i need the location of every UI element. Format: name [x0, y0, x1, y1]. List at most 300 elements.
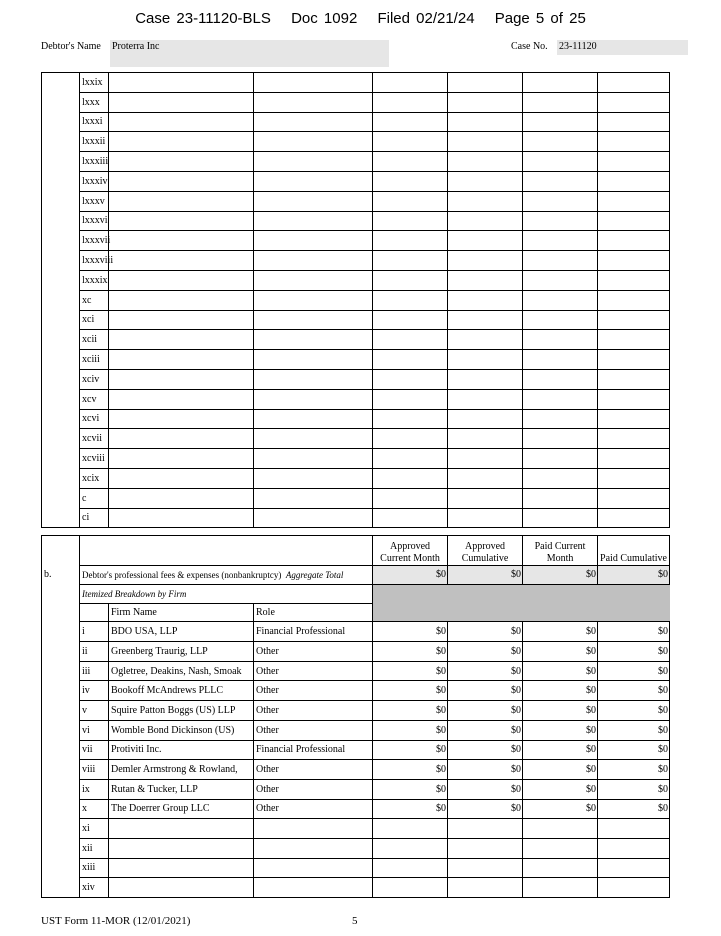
section-cell	[42, 760, 80, 780]
table-row	[42, 191, 670, 211]
firm-row	[42, 681, 670, 701]
firm-row	[42, 760, 670, 780]
paid-current: $0	[523, 740, 598, 760]
section-cell	[42, 112, 80, 132]
empty-cell	[254, 251, 373, 271]
paid-current: $0	[523, 622, 598, 642]
approved-cumulative	[448, 878, 523, 898]
empty-cell	[109, 468, 254, 488]
section-letter: b.	[42, 566, 80, 585]
firm-row	[42, 701, 670, 721]
firm-name: Protiviti Inc.	[109, 740, 254, 760]
empty-cell	[254, 330, 373, 350]
paid-cumulative: $0	[598, 701, 670, 721]
empty-cell	[373, 429, 448, 449]
empty-cell	[448, 290, 523, 310]
table-row	[42, 488, 670, 508]
paid-current	[523, 858, 598, 878]
empty-cell	[523, 251, 598, 271]
empty-cell	[448, 171, 523, 191]
row-number: lxxix	[80, 73, 109, 93]
filed-date: Filed 02/21/24	[377, 10, 475, 27]
case-no-label: Case No.	[511, 41, 548, 52]
empty-cell	[598, 211, 670, 231]
empty-cell	[373, 350, 448, 370]
empty-cell	[448, 449, 523, 469]
table-row	[42, 132, 670, 152]
section-cell	[42, 73, 80, 93]
paid-cumulative: $0	[598, 681, 670, 701]
table-row	[42, 290, 670, 310]
row-number: xcviii	[80, 449, 109, 469]
section-cell	[42, 584, 80, 603]
table-row	[42, 369, 670, 389]
paid-cumulative: $0	[598, 720, 670, 740]
section-cell	[42, 720, 80, 740]
table-row	[42, 468, 670, 488]
firm-name: Ogletree, Deakins, Nash, Smoak	[109, 661, 254, 681]
row-number: xcvi	[80, 409, 109, 429]
firm-role: Financial Professional	[254, 740, 373, 760]
paid-current: $0	[523, 760, 598, 780]
empty-cell	[254, 211, 373, 231]
approved-current: $0	[373, 760, 448, 780]
table-row	[42, 310, 670, 330]
firm-role: Other	[254, 661, 373, 681]
row-number: xcv	[80, 389, 109, 409]
empty-cell	[523, 389, 598, 409]
table-row	[42, 171, 670, 191]
paid-cumulative: $0	[598, 760, 670, 780]
section-cell	[42, 799, 80, 819]
debtor-name-label: Debtor's Name	[41, 41, 101, 52]
approved-cumulative	[448, 838, 523, 858]
empty-cell	[254, 112, 373, 132]
table-row	[42, 429, 670, 449]
header-approved-cumulative: Approved Cumulative	[448, 536, 523, 566]
empty-cell	[109, 369, 254, 389]
section-cell	[42, 429, 80, 449]
paid-cumulative: $0	[598, 799, 670, 819]
row-number: xcii	[80, 330, 109, 350]
table-row	[42, 270, 670, 290]
paid-current: $0	[523, 681, 598, 701]
empty-cell	[254, 449, 373, 469]
section-cell	[42, 536, 80, 566]
row-number: lxxx	[80, 92, 109, 112]
approved-current	[373, 838, 448, 858]
empty-cell	[373, 369, 448, 389]
empty-cell	[598, 429, 670, 449]
empty-cell	[523, 350, 598, 370]
paid-cumulative	[598, 858, 670, 878]
firm-row	[42, 799, 670, 819]
approved-cumulative: $0	[448, 720, 523, 740]
header-blank	[80, 536, 373, 566]
table-row	[42, 73, 670, 93]
empty-cell	[254, 488, 373, 508]
firm-name: Womble Bond Dickinson (US)	[109, 720, 254, 740]
section-cell	[42, 369, 80, 389]
empty-cell	[448, 488, 523, 508]
section-cell	[42, 92, 80, 112]
paid-current: $0	[523, 779, 598, 799]
empty-cell	[598, 330, 670, 350]
page-number: 5	[352, 915, 358, 927]
paid-current: $0	[523, 642, 598, 662]
empty-cell	[109, 449, 254, 469]
table-row	[42, 449, 670, 469]
empty-cell	[523, 171, 598, 191]
empty-cell	[598, 468, 670, 488]
empty-cell	[523, 152, 598, 172]
firm-name	[109, 819, 254, 839]
table-row	[42, 211, 670, 231]
section-cell	[42, 270, 80, 290]
firm-role	[254, 819, 373, 839]
empty-cell	[109, 290, 254, 310]
empty-cell	[598, 251, 670, 271]
firm-name	[109, 878, 254, 898]
empty-cell	[448, 310, 523, 330]
firm-row-number: iv	[80, 681, 109, 701]
approved-current: $0	[373, 681, 448, 701]
empty-cell	[109, 330, 254, 350]
empty-cell	[254, 409, 373, 429]
empty-cell	[109, 508, 254, 528]
firm-row	[42, 661, 670, 681]
empty-cell	[523, 369, 598, 389]
section-cell	[42, 290, 80, 310]
firm-role: Other	[254, 779, 373, 799]
section-cell	[42, 449, 80, 469]
paid-cumulative: $0	[598, 642, 670, 662]
firm-role: Other	[254, 681, 373, 701]
approved-current: $0	[373, 799, 448, 819]
approved-cumulative: $0	[448, 740, 523, 760]
empty-cell	[448, 369, 523, 389]
nonbankruptcy-professional-fees-table	[41, 535, 670, 898]
empty-cell	[373, 330, 448, 350]
approved-current: $0	[373, 701, 448, 721]
section-cell	[42, 642, 80, 662]
header-paid-current: Paid Current Month	[523, 536, 598, 566]
section-cell	[42, 508, 80, 528]
empty-cell	[109, 389, 254, 409]
paid-current: $0	[523, 720, 598, 740]
empty-cell	[373, 73, 448, 93]
table-row	[42, 251, 670, 271]
empty-cell	[598, 449, 670, 469]
empty-cell	[254, 270, 373, 290]
empty-cell	[523, 508, 598, 528]
approved-cumulative	[448, 819, 523, 839]
empty-cell	[373, 211, 448, 231]
row-number: ci	[80, 508, 109, 528]
empty-cell	[598, 73, 670, 93]
aggregate-approved-cumulative: $0	[448, 566, 523, 585]
firm-role: Other	[254, 642, 373, 662]
empty-cell	[448, 468, 523, 488]
section-cell	[42, 468, 80, 488]
firm-row-number: vi	[80, 720, 109, 740]
empty-cell	[373, 290, 448, 310]
empty-cell	[254, 132, 373, 152]
case-number-stamp: Case 23-11120-BLS	[135, 10, 271, 27]
table-row	[42, 330, 670, 350]
firm-row	[42, 779, 670, 799]
empty-cell	[109, 92, 254, 112]
firm-row	[42, 838, 670, 858]
debtor-name-field: Proterra Inc	[110, 40, 389, 67]
empty-cell	[373, 508, 448, 528]
empty-cell	[523, 112, 598, 132]
firm-name: Demler Armstrong & Rowland,	[109, 760, 254, 780]
empty-cell	[523, 330, 598, 350]
section-cell	[42, 661, 80, 681]
empty-cell	[448, 270, 523, 290]
num-header-blank	[80, 603, 109, 622]
empty-cell	[448, 152, 523, 172]
empty-cell	[598, 191, 670, 211]
approved-cumulative	[448, 858, 523, 878]
section-cell	[42, 622, 80, 642]
table-row	[42, 92, 670, 112]
empty-cell	[598, 508, 670, 528]
firm-name: The Doerrer Group LLC	[109, 799, 254, 819]
empty-cell	[598, 92, 670, 112]
empty-cell	[448, 92, 523, 112]
firm-row-number: iii	[80, 661, 109, 681]
empty-cell	[254, 508, 373, 528]
section-cell	[42, 191, 80, 211]
empty-cell	[109, 152, 254, 172]
firm-role	[254, 858, 373, 878]
empty-cell	[373, 92, 448, 112]
section-cell	[42, 681, 80, 701]
approved-current	[373, 858, 448, 878]
header-approved-current: Approved Current Month	[373, 536, 448, 566]
empty-cell	[598, 350, 670, 370]
paid-current: $0	[523, 701, 598, 721]
empty-cell	[598, 389, 670, 409]
section-cell	[42, 251, 80, 271]
approved-cumulative: $0	[448, 701, 523, 721]
aggregate-approved-current: $0	[373, 566, 448, 585]
firm-row-number: xii	[80, 838, 109, 858]
section-cell	[42, 171, 80, 191]
firm-row	[42, 720, 670, 740]
paid-cumulative: $0	[598, 661, 670, 681]
empty-cell	[109, 171, 254, 191]
empty-cell	[373, 449, 448, 469]
empty-cell	[109, 270, 254, 290]
aggregate-total-label: Aggregate Total	[285, 569, 344, 580]
firm-name: Rutan & Tucker, LLP	[109, 779, 254, 799]
section-cell	[42, 819, 80, 839]
paid-current	[523, 878, 598, 898]
empty-cell	[448, 429, 523, 449]
empty-cell	[523, 449, 598, 469]
paid-current	[523, 838, 598, 858]
paid-cumulative: $0	[598, 622, 670, 642]
empty-cell	[598, 132, 670, 152]
firm-name: Greenberg Traurig, LLP	[109, 642, 254, 662]
court-filing-stamp	[0, 10, 721, 27]
page-indicator: Page 5 of 25	[494, 10, 586, 27]
firm-name: BDO USA, LLP	[109, 622, 254, 642]
section-cell	[42, 330, 80, 350]
firm-row-number: ii	[80, 642, 109, 662]
firm-role: Other	[254, 701, 373, 721]
table-row	[42, 409, 670, 429]
table-row	[42, 112, 670, 132]
section-cell	[42, 603, 80, 622]
empty-cell	[523, 488, 598, 508]
empty-cell	[254, 73, 373, 93]
empty-cell	[373, 231, 448, 251]
aggregate-label	[80, 566, 373, 585]
aggregate-paid-cumulative: $0	[598, 566, 670, 585]
firm-row	[42, 858, 670, 878]
table-row	[42, 508, 670, 528]
table-row	[42, 231, 670, 251]
empty-cell	[254, 92, 373, 112]
firm-row	[42, 819, 670, 839]
empty-cell	[254, 290, 373, 310]
section-cell	[42, 152, 80, 172]
empty-cell	[109, 350, 254, 370]
empty-cell	[448, 191, 523, 211]
aggregate-paid-current: $0	[523, 566, 598, 585]
empty-cell	[373, 270, 448, 290]
empty-cell	[523, 270, 598, 290]
case-no-field: 23-11120	[557, 40, 688, 55]
empty-cell	[448, 508, 523, 528]
row-number: xcix	[80, 468, 109, 488]
row-number: lxxxii	[80, 132, 109, 152]
empty-cell	[523, 468, 598, 488]
doc-number: Doc 1092	[291, 10, 358, 27]
approved-cumulative: $0	[448, 622, 523, 642]
paid-cumulative	[598, 819, 670, 839]
firm-row-number: v	[80, 701, 109, 721]
section-cell	[42, 838, 80, 858]
paid-cumulative: $0	[598, 740, 670, 760]
table-row	[42, 152, 670, 172]
empty-cell	[254, 468, 373, 488]
section-cell	[42, 878, 80, 898]
row-number: xcvii	[80, 429, 109, 449]
row-number: xc	[80, 290, 109, 310]
firm-name: Bookoff McAndrews PLLC	[109, 681, 254, 701]
empty-cell	[598, 270, 670, 290]
empty-cell	[373, 468, 448, 488]
empty-cell	[448, 389, 523, 409]
empty-cell	[448, 73, 523, 93]
shaded-block	[373, 584, 670, 622]
section-cell	[42, 350, 80, 370]
approved-current: $0	[373, 740, 448, 760]
row-number: xciv	[80, 369, 109, 389]
approved-current: $0	[373, 622, 448, 642]
empty-cell	[373, 132, 448, 152]
approved-cumulative: $0	[448, 760, 523, 780]
firm-row-number: xiv	[80, 878, 109, 898]
empty-cell	[598, 488, 670, 508]
empty-cell	[109, 429, 254, 449]
section-cell	[42, 740, 80, 760]
empty-cell	[373, 251, 448, 271]
firm-role: Other	[254, 720, 373, 740]
approved-cumulative: $0	[448, 642, 523, 662]
empty-cell	[373, 488, 448, 508]
empty-cell	[598, 231, 670, 251]
empty-cell	[523, 191, 598, 211]
paid-cumulative: $0	[598, 779, 670, 799]
empty-cell	[523, 231, 598, 251]
firm-name: Squire Patton Boggs (US) LLP	[109, 701, 254, 721]
firm-row-number: ix	[80, 779, 109, 799]
table-row	[42, 350, 670, 370]
approved-current	[373, 819, 448, 839]
approved-current	[373, 878, 448, 898]
section-cell	[42, 488, 80, 508]
firm-row-number: xiii	[80, 858, 109, 878]
empty-cell	[109, 132, 254, 152]
firm-role	[254, 838, 373, 858]
empty-cell	[254, 389, 373, 409]
empty-cell	[448, 350, 523, 370]
row-number: lxxxiv	[80, 171, 109, 191]
empty-cell	[373, 389, 448, 409]
empty-cell	[373, 191, 448, 211]
empty-cell	[448, 330, 523, 350]
row-number: lxxxv	[80, 191, 109, 211]
section-cell	[42, 310, 80, 330]
empty-cell	[523, 211, 598, 231]
approved-current: $0	[373, 720, 448, 740]
firm-row	[42, 878, 670, 898]
approved-current: $0	[373, 642, 448, 662]
paid-cumulative	[598, 838, 670, 858]
empty-cell	[448, 231, 523, 251]
empty-cell	[254, 310, 373, 330]
firm-row-number: x	[80, 799, 109, 819]
empty-cell	[109, 73, 254, 93]
approved-cumulative: $0	[448, 799, 523, 819]
empty-cell	[598, 409, 670, 429]
empty-cell	[598, 112, 670, 132]
empty-cell	[254, 429, 373, 449]
approved-cumulative: $0	[448, 661, 523, 681]
empty-cell	[109, 211, 254, 231]
firm-name-header: Firm Name	[109, 603, 254, 622]
empty-cell	[109, 488, 254, 508]
empty-cell	[373, 112, 448, 132]
firm-row-number: i	[80, 622, 109, 642]
empty-cell	[448, 132, 523, 152]
empty-cell	[598, 369, 670, 389]
empty-cell	[523, 73, 598, 93]
empty-cell	[598, 152, 670, 172]
empty-cell	[523, 409, 598, 429]
empty-cell	[109, 251, 254, 271]
section-cell	[42, 211, 80, 231]
firm-role: Financial Professional	[254, 622, 373, 642]
section-cell	[42, 858, 80, 878]
firm-role: Other	[254, 760, 373, 780]
